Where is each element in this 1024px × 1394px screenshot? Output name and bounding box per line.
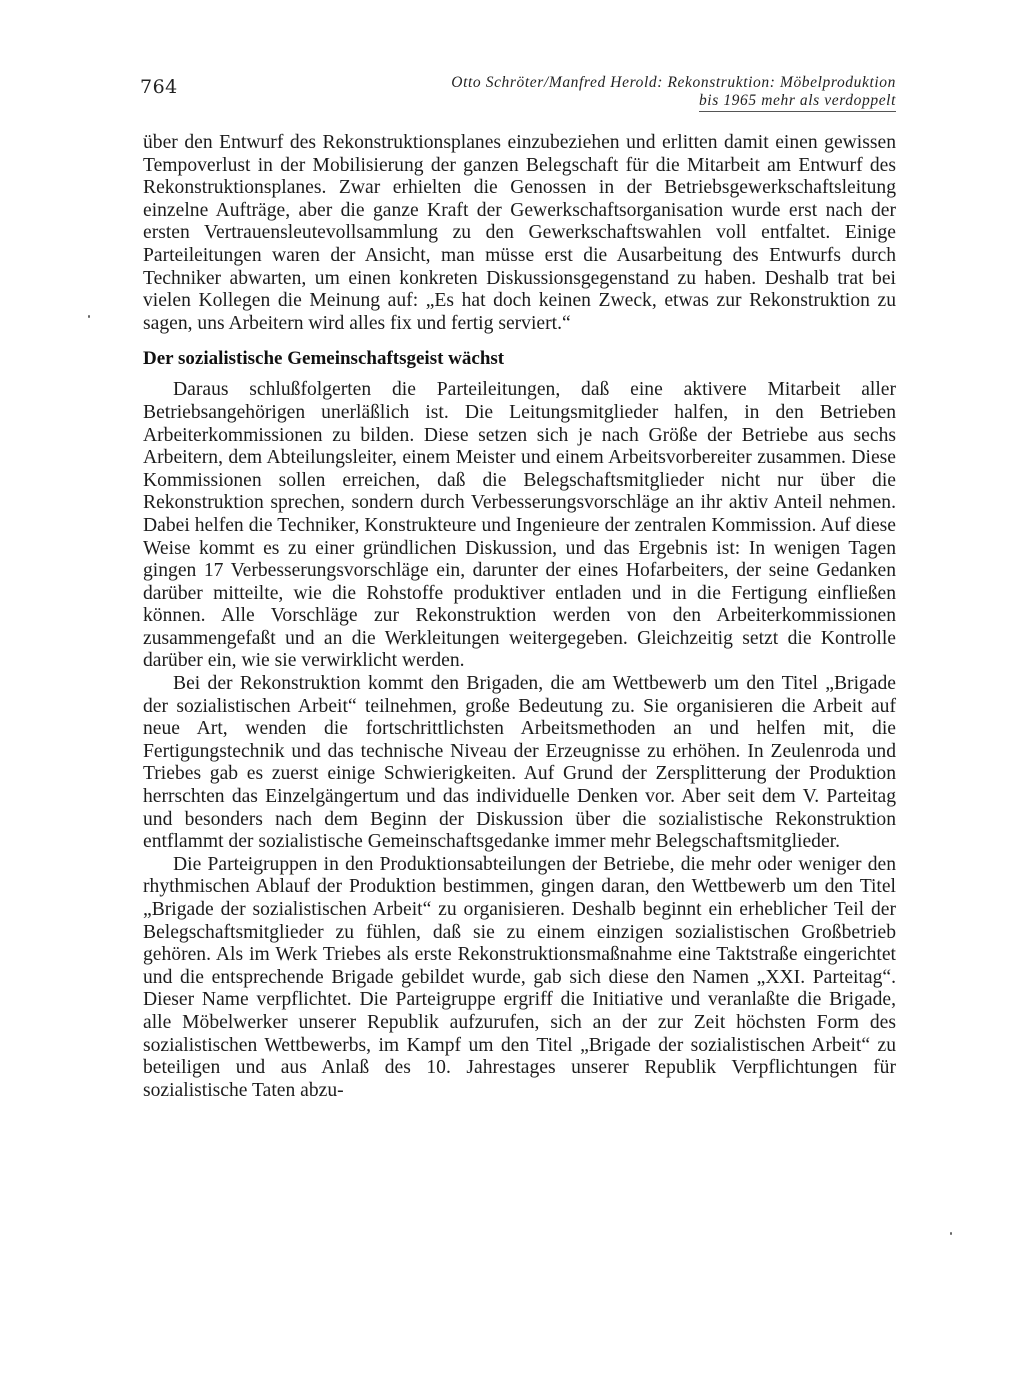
page-number: 764 [140,76,178,98]
scan-speck [88,315,90,318]
body-text [143,132,896,1102]
running-head-line-2: bis 1965 mehr als verdoppelt [699,92,896,112]
running-head-line-1: Otto Schröter/Manfred Herold: Rekonstruktion: Möbelproduktion [451,74,896,91]
section-paragraph-1: Daraus schlußfolgerten die Parteileitungen, daß eine aktivere Mitarbeit aller Betriebsangehörigen unerläßlich ist. Die Leitungsmitglieder halfen, in den Betrieben Arbeiterkommissionen zu bilden. Diese setzen sich je nach Größe der Betriebe aus sechs Arbeitern, dem Abteilungsleiter, einem Meister und einem Arbeitsvorbereiter zusammen. Diese Kommissionen sollen erreichen, daß die Belegschaftsmitglieder nicht nur über die Rekonstruktion sprechen, sondern durch Verbesserungsvorschläge an ihr aktiv Anteil nehmen. Dabei helfen die Techniker, Konstrukteure und Ingenieure der zentralen Kommission. Auf diese Weise kommt es zu einer gründlichen Diskussion, und das Ergebnis ist: In wenigen Tagen gingen 17 Verbesserungsvorschläge ein, darunter der eines Hofarbeiters, der seine Gedanken darüber mitteilte, wie die Rohstoffe produktiver entladen und in die Fertigung einfließen können. Alle Vorschläge zur Rekonstruktion werden von den Arbeiterkommissionen zusammengefaßt und an die Werkleitungen weitergegeben. Gleichzeitig setzt die Kontrolle darüber ein, wie sie verwirklicht werden. [143,379,896,672]
section-heading: Der sozialistische Gemeinschaftsgeist wächst [143,348,505,370]
running-head [336,74,896,112]
section-paragraph-2: Bei der Rekonstruktion kommt den Brigaden, die am Wettbewerb um den Titel „Brigade der sozialistischen Arbeit“ teilnehmen, große Bedeutung zu. Sie organisieren die Arbeit auf neue Art, wenden die fortschrittlichsten Arbeitsmethoden an und helfen mit, die Fertigungstechnik und das technische Niveau der Erzeugnisse zu erhöhen. In Zeulenroda und Triebes gab es zuerst einige Schwierigkeiten. Auf Grund der Zersplitterung der Produktion herrschten das Einzelgängertum und das individuelle Denken vor. Aber seit dem V. Parteitag und besonders nach dem Beginn der Diskussion über die sozialistische Rekonstruktion entflammt der sozialistische Gemeinschaftsgedanke immer mehr Belegschaftsmitglieder. [143,673,896,853]
paragraph-continued: über den Entwurf des Rekonstruktionsplanes einzubeziehen und erlitten damit einen gewissen Tempoverlust in der Mobilisierung der ganzen Belegschaft für die Mitarbeit am Entwurf des Rekonstruktionsplanes. Zwar erhielten die Genossen in der Betriebsgewerkschaftsleitung einzelne Aufträge, aber die ganze Kraft der Gewerkschaftsorganisation wurde erst nach der ersten Vertrauensleutevollsammlung zu den Gewerkschaftswahlen voll entfaltet. Einige Parteileitungen waren der Ansicht, man müsse erst die Ausarbeitung des Entwurfs durch Techniker abwarten, um einen konkreten Diskussionsgegenstand zu haben. Deshalb trat bei vielen Kollegen die Meinung auf: „Es hat doch keinen Zweck, etwas zur Rekonstruktion zu sagen, uns Arbeitern wird alles fix und fertig serviert.“ [143,132,896,334]
scan-speck [950,1232,952,1235]
section-paragraph-3: Die Parteigruppen in den Produktionsabteilungen der Betriebe, die mehr oder weniger den rhythmischen Ablauf der Produktion bestimmen, gingen daran, den Wettbewerb um den Titel „Brigade der sozialistischen Arbeit“ zu organisieren. Deshalb beginnt ein erheblicher Teil der Belegschaftsmitglieder zu fühlen, daß sie zu einem einzigen sozialistischen Großbetrieb gehören. Als im Werk Triebes als erste Rekonstruktionsmaßnahme eine Taktstraße eingerichtet und die entsprechende Brigade gebildet wurde, gab sich diese den Namen „XXI. Parteitag“. Dieser Name verpflichtet. Die Parteigruppe ergriff die Initiative und veranlaßte die Brigade, alle Möbelwerker unserer Republik aufzurufen, sich an der zur Zeit höchsten Form des sozialistischen Wettbewerbs, im Kampf um den Titel „Brigade der sozialistischen Arbeit“ zu beteiligen und aus Anlaß des 10. Jahrestages unserer Republik Verpflichtungen für sozialistische Taten abzu- [143,853,896,1101]
